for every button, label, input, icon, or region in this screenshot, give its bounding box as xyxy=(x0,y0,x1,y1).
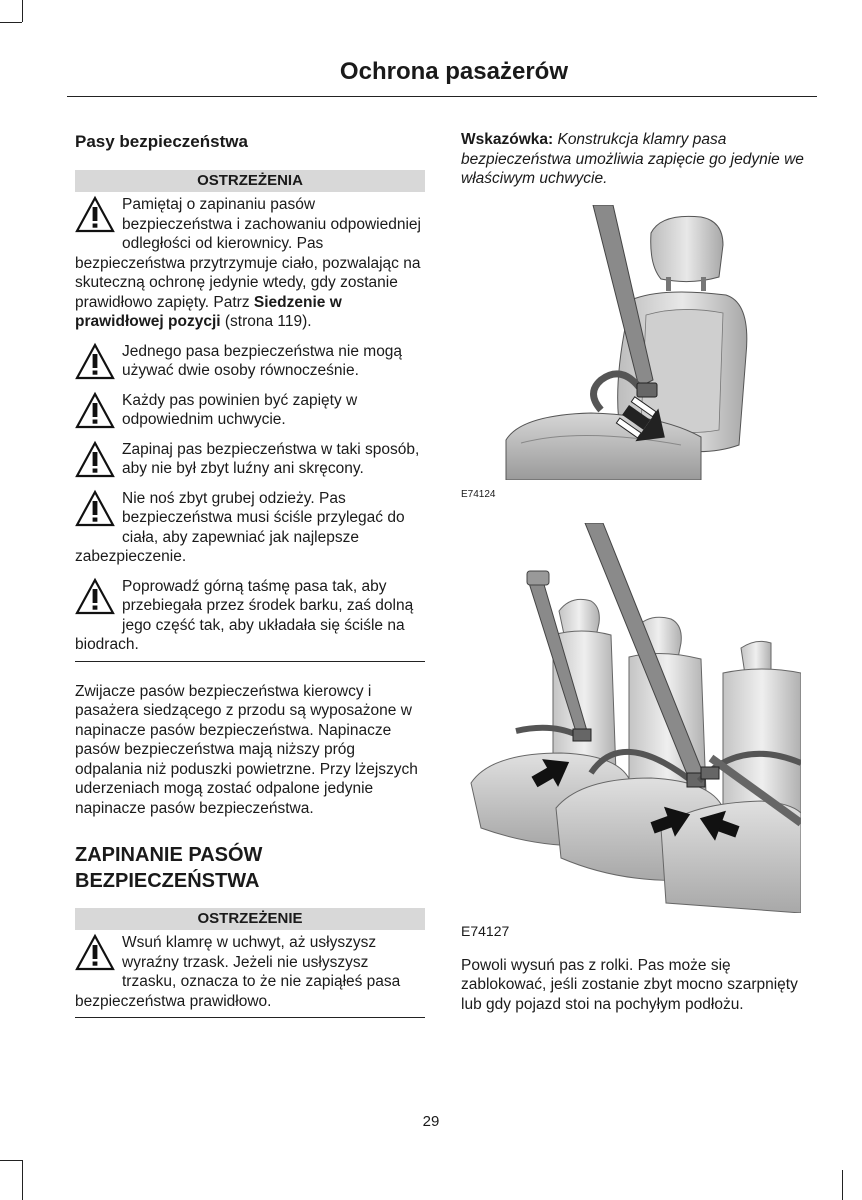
warning-item xyxy=(75,440,425,479)
warning-triangle-icon xyxy=(75,577,115,619)
cross-reference-link[interactable]: Siedzenie w prawidłowej pozycji xyxy=(75,293,342,330)
warning-triangle-icon xyxy=(75,933,115,975)
figure-rear-seats xyxy=(461,523,816,939)
crop-mark xyxy=(0,1160,22,1161)
right-column xyxy=(461,130,816,1014)
warning-text: (strona 119). xyxy=(220,313,312,330)
note-label: Wskazówka: xyxy=(461,131,554,148)
body-paragraph: Zwijacze pasów bezpieczeństwa kierowcy i pasażera siedzącego z przodu są wyposażone w napinacze pasów bezpieczeństwa. Napinacze pasów bezpieczeństwa mają niższy próg odpalania niż poduszki powietrzne. Przy lżejszych uderzeniach mogą zostać odpalone jedynie napinacze pasów bezpieczeństwa. xyxy=(75,682,418,817)
warning-triangle-icon xyxy=(75,195,115,237)
warning-item xyxy=(75,489,425,567)
warning-triangle-icon xyxy=(75,342,115,384)
front-seat-illustration xyxy=(461,205,816,480)
warnings-box xyxy=(75,170,425,662)
section-heading: Pasy bezpieczeństwa xyxy=(75,132,248,151)
warning-text: Poprowadź górną taśmę pasa tak, aby przebiegała przez środek barku, zaś dolną jego część tak, aby układała się ściśle na biodrach. xyxy=(75,577,414,653)
warning-triangle-icon xyxy=(75,440,115,482)
note-text: Konstrukcja klamry pasa bezpieczeństwa umożliwia zapięcie go jedynie we właściwym uchwycie. xyxy=(461,131,804,187)
warning-triangle-icon xyxy=(75,391,115,433)
page-number: 29 xyxy=(422,1113,440,1130)
warning-item xyxy=(75,342,425,381)
warning-text: Jednego pasa bezpieczeństwa nie mogą używać dwie osoby równocześnie. xyxy=(122,342,403,379)
warning-text: Każdy pas powinien być zapięty w odpowiednim uchwycie. xyxy=(122,391,358,428)
page-title: Ochrona pasażerów xyxy=(339,58,568,85)
figure-code: E74127 xyxy=(461,922,510,939)
body-paragraph: Powoli wysuń pas z rolki. Pas może się zablokować, jeśli zostanie zbyt mocno szarpnięty lub gdy pojazd stoi na pochyłym podłożu. xyxy=(461,956,798,1013)
crop-mark xyxy=(22,0,23,22)
warning-text: Wsuń klamrę w uchwyt, aż usłyszysz wyraźny trzask. Jeżeli nie usłyszysz trzasku, oznacza to że nie zapiąłeś pasa bezpieczeństwa prawidłowo. xyxy=(75,934,401,1010)
warnings-title: OSTRZEŻENIE xyxy=(75,908,425,930)
warning-text: Zapinaj pas bezpieczeństwa w taki sposób, aby nie był zbyt luźny ani skręcony. xyxy=(122,440,420,477)
figure-code: E74124 xyxy=(461,489,496,500)
warning-text: Pamiętaj o zapinaniu pasów bezpieczeństwa i zachowaniu odpowiedniej odległości od kierownicy. Pas bezpieczeństwa przytrzymuje ciało, pozwalając na skuteczną ochronę jedynie wtedy, gdy zostanie prawidłowo zapięty. Patrz xyxy=(75,196,421,311)
left-column xyxy=(75,130,425,1018)
warning-text: Nie noś zbyt grubej odzieży. Pas bezpieczeństwa musi ściśle przylegać do ciała, aby zapewniać jak najlepsze zabezpieczenie. xyxy=(75,489,405,565)
figure-front-seat xyxy=(461,205,816,502)
section-title: ZAPINANIE PASÓW BEZPIECZEŃSTWA xyxy=(75,844,263,892)
note xyxy=(461,130,816,189)
warning-item xyxy=(75,933,425,1011)
warning-triangle-icon xyxy=(75,489,115,531)
warning-item xyxy=(75,391,425,430)
warning-item xyxy=(75,577,425,655)
warning-item xyxy=(75,195,425,332)
rear-seats-illustration xyxy=(461,523,801,913)
crop-mark xyxy=(842,1170,843,1200)
warnings-title: OSTRZEŻENIA xyxy=(75,170,425,192)
title-divider xyxy=(67,96,817,97)
crop-mark xyxy=(22,1160,23,1200)
warnings-box xyxy=(75,908,425,1018)
crop-mark xyxy=(0,22,22,23)
